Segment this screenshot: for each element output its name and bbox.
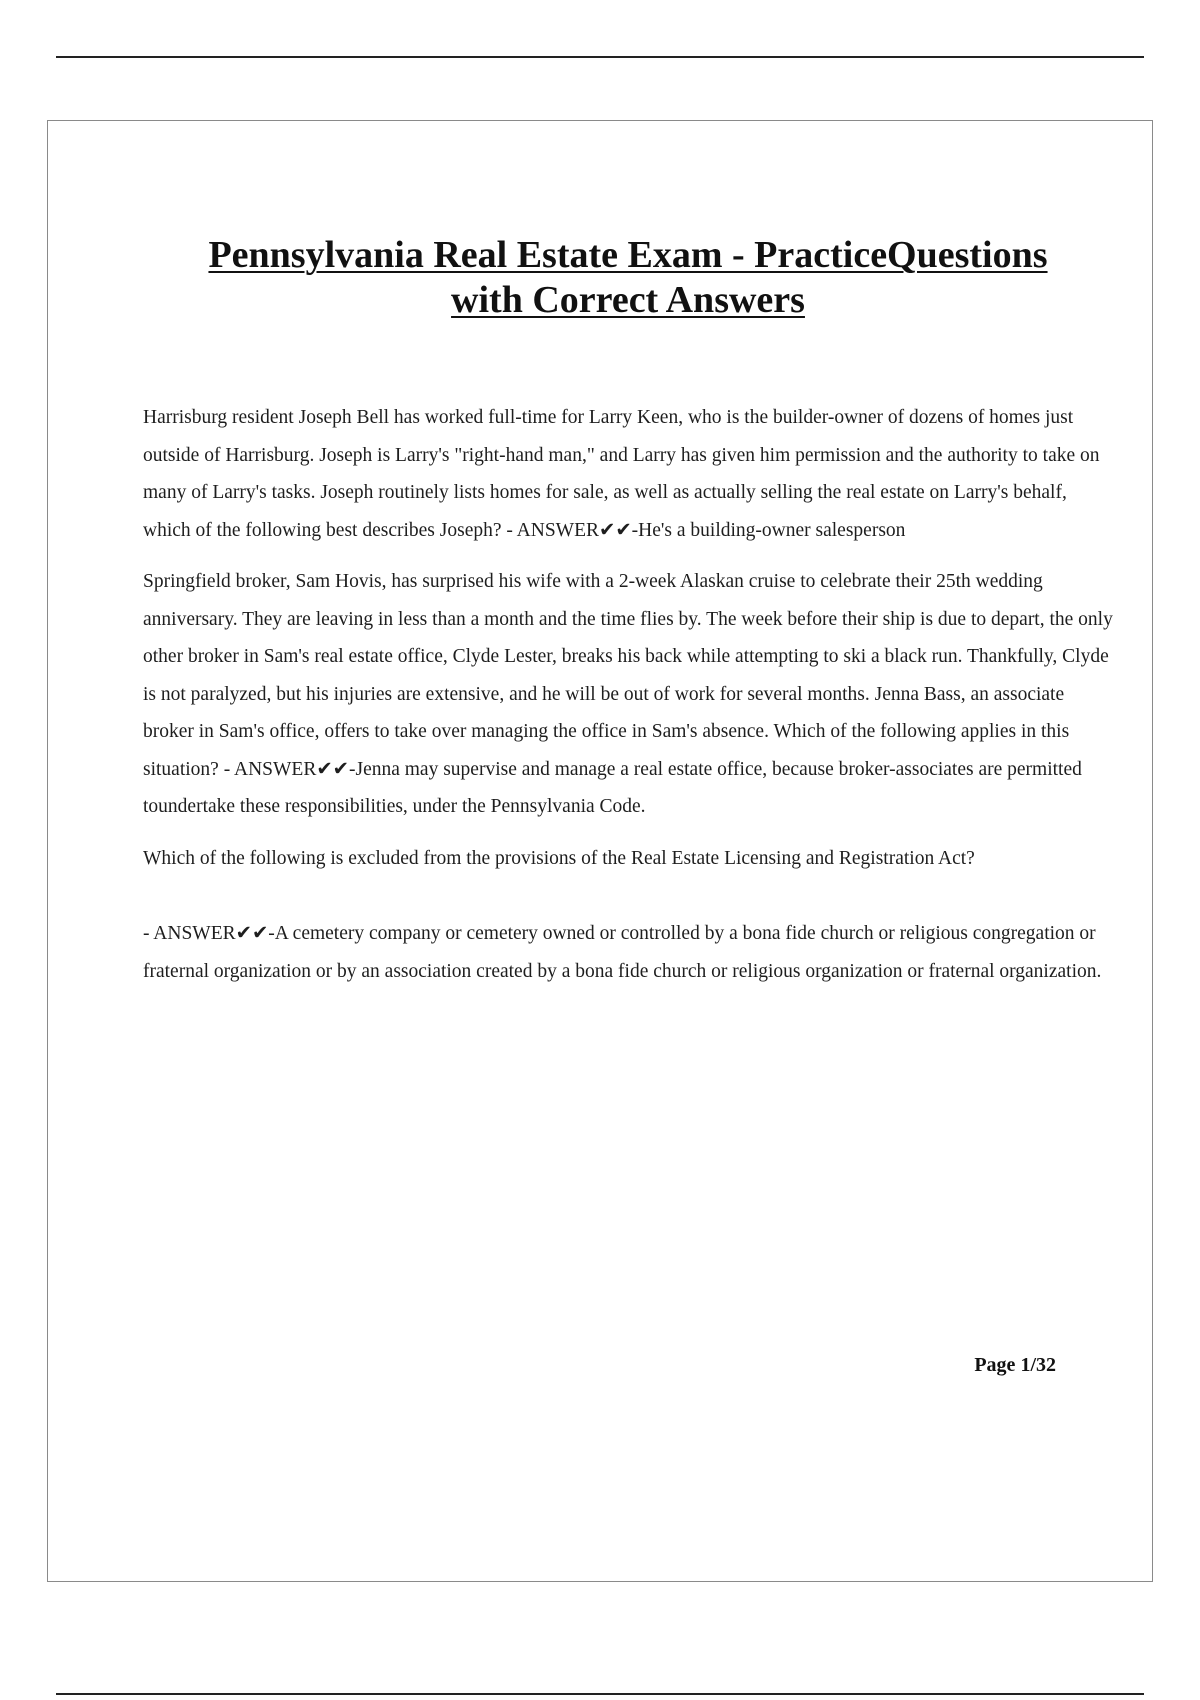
title-line-1: Pennsylvania Real Estate Exam - PracticeQuestions <box>208 234 1048 276</box>
document-title <box>148 233 1108 323</box>
question-paragraph-1: Harrisburg resident Joseph Bell has worked full-time for Larry Keen, who is the builder-owner of dozens of homes just outside of Harrisburg. Joseph is Larry's "right-hand man," and Larry has given him permission and the authority to take on many of Larry's tasks. Joseph routinely lists homes for sale, as well as actually selling the real estate on Larry's behalf, which of the following best describes Joseph? - ANSWER✔✔-He's a building-owner salesperson <box>143 407 1100 541</box>
top-rule <box>56 56 1144 58</box>
document-page <box>47 120 1153 1582</box>
question-paragraph-2: Springfield broker, Sam Hovis, has surprised his wife with a 2-week Alaskan cruise to celebrate their 25th wedding anniversary. They are leaving in less than a month and the time flies by. The week before their ship is due to depart, the only other broker in Sam's real estate office, Clyde Lester, breaks his back while attempting to ski a black run. Thankfully, Clyde is not paralyzed, but his injuries are extensive, and he will be out of work for several months. Jenna Bass, an associate broker in Sam's office, offers to take over managing the office in Sam's absence. Which of the following applies in this situation? - ANSWER✔✔-Jenna may supervise and manage a real estate office, because broker-associates are permitted toundertake these responsibilities, under the Pennsylvania Code. <box>143 571 1113 817</box>
question-paragraph-3: Which of the following is excluded from the provisions of the Real Estate Licensing and Registration Act? <box>143 847 975 869</box>
page-number: Page 1/32 <box>974 1354 1056 1376</box>
answer-paragraph-3: - ANSWER✔✔-A cemetery company or cemetery owned or controlled by a bona fide church or religious congregation or fraternal organization or by an association created by a bona fide church or religious organization or fraternal organization. <box>143 923 1102 982</box>
document-body <box>143 399 1113 1004</box>
title-line-2: with Correct Answers <box>451 279 805 321</box>
bottom-rule <box>56 1693 1144 1695</box>
